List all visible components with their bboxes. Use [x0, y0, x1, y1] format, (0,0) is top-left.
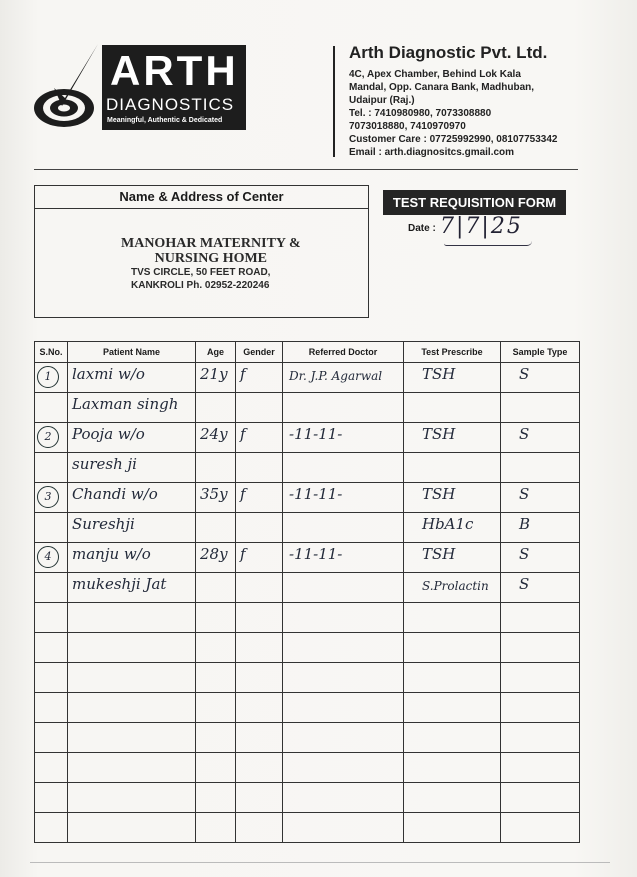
gender-cell	[236, 543, 283, 573]
date-underline	[444, 241, 532, 246]
test-prescribe-cell	[404, 393, 501, 423]
age-cell	[196, 423, 236, 453]
referred-doctor-cell	[283, 483, 404, 513]
form-title: TEST REQUISITION FORM	[383, 190, 566, 215]
handwritten-entry: f	[240, 425, 246, 443]
handwritten-entry: TSH	[422, 365, 456, 383]
sample-type-cell	[501, 483, 580, 513]
gender-cell	[236, 393, 283, 423]
handwritten-entry: 1	[37, 366, 59, 388]
serial-cell	[35, 573, 68, 603]
test-prescribe-cell	[404, 753, 501, 783]
table-row	[35, 363, 580, 393]
header-rule	[34, 169, 578, 170]
handwritten-entry: 35y	[200, 485, 228, 503]
age-cell	[196, 573, 236, 603]
test-prescribe-cell	[404, 783, 501, 813]
handwritten-entry: S.Prolactin	[422, 579, 489, 593]
company-name: Arth Diagnostic Pvt. Ltd.	[349, 43, 548, 62]
gender-cell	[236, 573, 283, 603]
handwritten-entry: S	[519, 545, 530, 563]
test-prescribe-cell	[404, 693, 501, 723]
age-cell	[196, 453, 236, 483]
handwritten-entry: f	[240, 545, 246, 563]
handwritten-entry: mukeshji Jat	[72, 575, 167, 593]
age-cell	[196, 663, 236, 693]
table-row	[35, 783, 580, 813]
handwritten-entry: Chandi w/o	[72, 485, 158, 503]
column-header: Referred Doctor	[283, 342, 404, 363]
column-header: Age	[196, 342, 236, 363]
handwritten-entry: 21y	[200, 365, 228, 383]
gender-cell	[236, 663, 283, 693]
handwritten-entry: TSH	[422, 545, 456, 563]
table-header-row	[35, 342, 580, 363]
stamp-line: TVS CIRCLE, 50 FEET ROAD,	[131, 267, 271, 278]
target-check-icon	[32, 42, 104, 138]
table-row	[35, 513, 580, 543]
email-line: Email : arth.diagnositcs.gmail.com	[349, 147, 515, 158]
handwritten-entry: manju w/o	[72, 545, 151, 563]
gender-cell	[236, 633, 283, 663]
age-cell	[196, 633, 236, 663]
sample-type-cell	[501, 423, 580, 453]
serial-cell	[35, 393, 68, 423]
patient-name-cell	[68, 513, 196, 543]
patient-name-cell	[68, 573, 196, 603]
sample-type-cell	[501, 363, 580, 393]
table-row	[35, 633, 580, 663]
patient-name-cell	[68, 543, 196, 573]
handwritten-entry: Pooja w/o	[72, 425, 145, 443]
sample-type-cell	[501, 753, 580, 783]
sample-type-cell	[501, 663, 580, 693]
stamp-line: NURSING HOME	[154, 251, 268, 266]
table-row	[35, 723, 580, 753]
gender-cell	[236, 453, 283, 483]
serial-cell	[35, 453, 68, 483]
gender-cell	[236, 603, 283, 633]
age-cell	[196, 723, 236, 753]
logo-subtitle: DIAGNOSTICS	[106, 95, 235, 114]
handwritten-entry: 3	[37, 486, 59, 508]
customer-care-line: Customer Care : 07725992990, 08107753342	[349, 134, 558, 145]
gender-cell	[236, 783, 283, 813]
handwritten-entry: Laxman singh	[72, 395, 179, 413]
column-header: Patient Name	[68, 342, 196, 363]
serial-cell	[35, 603, 68, 633]
patient-name-cell	[68, 363, 196, 393]
sample-type-cell	[501, 783, 580, 813]
address-line: Mandal, Opp. Canara Bank, Madhuban,	[349, 82, 535, 93]
handwritten-entry: HbA1c	[422, 515, 474, 533]
handwritten-entry: -11-11-	[289, 485, 343, 503]
phone-line: Tel. : 7410980980, 7073308880	[349, 108, 492, 119]
sample-type-cell	[501, 723, 580, 753]
patient-name-cell	[68, 813, 196, 843]
patient-name-cell	[68, 663, 196, 693]
table-row	[35, 813, 580, 843]
company-logo	[32, 42, 252, 138]
test-prescribe-cell	[404, 723, 501, 753]
handwritten-entry: 28y	[200, 545, 228, 563]
handwritten-entry: suresh ji	[72, 455, 137, 473]
handwritten-entry: Sureshji	[72, 515, 135, 533]
handwritten-entry: S	[519, 425, 530, 443]
patient-name-cell	[68, 723, 196, 753]
gender-cell	[236, 813, 283, 843]
serial-cell	[35, 363, 68, 393]
referred-doctor-cell	[283, 573, 404, 603]
referred-doctor-cell	[283, 813, 404, 843]
age-cell	[196, 753, 236, 783]
table-row	[35, 453, 580, 483]
referred-doctor-cell	[283, 453, 404, 483]
serial-cell	[35, 753, 68, 783]
age-cell	[196, 693, 236, 723]
column-header: Sample Type	[501, 342, 580, 363]
serial-cell	[35, 813, 68, 843]
company-info	[349, 43, 609, 159]
gender-cell	[236, 723, 283, 753]
referred-doctor-cell	[283, 783, 404, 813]
patient-table	[34, 341, 580, 843]
handwritten-entry: B	[519, 515, 531, 533]
test-prescribe-cell	[404, 423, 501, 453]
sample-type-cell	[501, 813, 580, 843]
serial-cell	[35, 513, 68, 543]
handwritten-entry: -11-11-	[289, 425, 343, 443]
patient-name-cell	[68, 453, 196, 483]
serial-cell	[35, 693, 68, 723]
referred-doctor-cell	[283, 543, 404, 573]
serial-cell	[35, 783, 68, 813]
sample-type-cell	[501, 513, 580, 543]
referred-doctor-cell	[283, 393, 404, 423]
column-header: S.No.	[35, 342, 68, 363]
header-divider	[333, 46, 335, 157]
patient-name-cell	[68, 483, 196, 513]
stamp-line: MANOHAR MATERNITY &	[121, 236, 301, 251]
table-row	[35, 693, 580, 723]
handwritten-entry: 24y	[200, 425, 228, 443]
sample-type-cell	[501, 453, 580, 483]
sample-type-cell	[501, 633, 580, 663]
handwritten-entry: Dr. J.P. Agarwal	[289, 369, 383, 383]
logo-wordmark: ARTH	[110, 47, 239, 94]
column-header: Gender	[236, 342, 283, 363]
handwritten-entry: 2	[37, 426, 59, 448]
test-prescribe-cell	[404, 573, 501, 603]
serial-cell	[35, 663, 68, 693]
handwritten-entry: f	[240, 365, 246, 383]
age-cell	[196, 813, 236, 843]
age-cell	[196, 603, 236, 633]
address-line: Udaipur (Raj.)	[349, 95, 415, 106]
handwritten-entry: S	[519, 485, 530, 503]
handwritten-entry: 4	[37, 546, 59, 568]
sample-type-cell	[501, 693, 580, 723]
referred-doctor-cell	[283, 693, 404, 723]
gender-cell	[236, 423, 283, 453]
table-row	[35, 573, 580, 603]
sample-type-cell	[501, 543, 580, 573]
test-prescribe-cell	[404, 363, 501, 393]
table-row	[35, 753, 580, 783]
handwritten-entry: S	[519, 365, 530, 383]
age-cell	[196, 513, 236, 543]
serial-cell	[35, 543, 68, 573]
referred-doctor-cell	[283, 423, 404, 453]
handwritten-entry: TSH	[422, 425, 456, 443]
center-stamp	[121, 236, 301, 292]
serial-cell	[35, 633, 68, 663]
age-cell	[196, 543, 236, 573]
gender-cell	[236, 363, 283, 393]
table-row	[35, 483, 580, 513]
referred-doctor-cell	[283, 633, 404, 663]
table-row	[35, 423, 580, 453]
test-prescribe-cell	[404, 543, 501, 573]
serial-cell	[35, 423, 68, 453]
gender-cell	[236, 483, 283, 513]
table-row	[35, 663, 580, 693]
address-line: 4C, Apex Chamber, Behind Lok Kala	[349, 69, 521, 80]
age-cell	[196, 483, 236, 513]
table-row	[35, 603, 580, 633]
referred-doctor-cell	[283, 603, 404, 633]
test-prescribe-cell	[404, 663, 501, 693]
handwritten-entry: S	[519, 575, 530, 593]
handwritten-entry: -11-11-	[289, 545, 343, 563]
patient-name-cell	[68, 603, 196, 633]
phone-line: 7073018880, 7410970970	[349, 121, 466, 132]
handwritten-entry: f	[240, 485, 246, 503]
serial-cell	[35, 723, 68, 753]
center-heading: Name & Address of Center	[35, 186, 368, 209]
age-cell	[196, 393, 236, 423]
patient-name-cell	[68, 783, 196, 813]
logo-tagline: Meaningful, Authentic & Dedicated	[107, 117, 223, 124]
date-value: 7|7|25	[440, 214, 523, 239]
test-prescribe-cell	[404, 483, 501, 513]
referred-doctor-cell	[283, 363, 404, 393]
age-cell	[196, 783, 236, 813]
table-row	[35, 393, 580, 423]
handwritten-entry: laxmi w/o	[72, 365, 145, 383]
gender-cell	[236, 753, 283, 783]
test-prescribe-cell	[404, 603, 501, 633]
sample-type-cell	[501, 573, 580, 603]
sample-type-cell	[501, 393, 580, 423]
gender-cell	[236, 693, 283, 723]
patient-name-cell	[68, 633, 196, 663]
stamp-line: KANKROLI Ph. 02952-220246	[131, 280, 270, 291]
patient-name-cell	[68, 693, 196, 723]
page-bottom-rule	[30, 862, 610, 863]
serial-cell	[35, 483, 68, 513]
referred-doctor-cell	[283, 723, 404, 753]
patient-name-cell	[68, 393, 196, 423]
age-cell	[196, 363, 236, 393]
referred-doctor-cell	[283, 663, 404, 693]
table-row	[35, 543, 580, 573]
sample-type-cell	[501, 603, 580, 633]
patient-name-cell	[68, 423, 196, 453]
column-header: Test Prescribe	[404, 342, 501, 363]
date-label: Date :	[408, 223, 436, 234]
test-prescribe-cell	[404, 453, 501, 483]
test-prescribe-cell	[404, 633, 501, 663]
referred-doctor-cell	[283, 753, 404, 783]
test-prescribe-cell	[404, 513, 501, 543]
table-body	[35, 363, 580, 843]
referred-doctor-cell	[283, 513, 404, 543]
gender-cell	[236, 513, 283, 543]
test-prescribe-cell	[404, 813, 501, 843]
center-address-box	[34, 185, 369, 318]
handwritten-entry: TSH	[422, 485, 456, 503]
patient-name-cell	[68, 753, 196, 783]
